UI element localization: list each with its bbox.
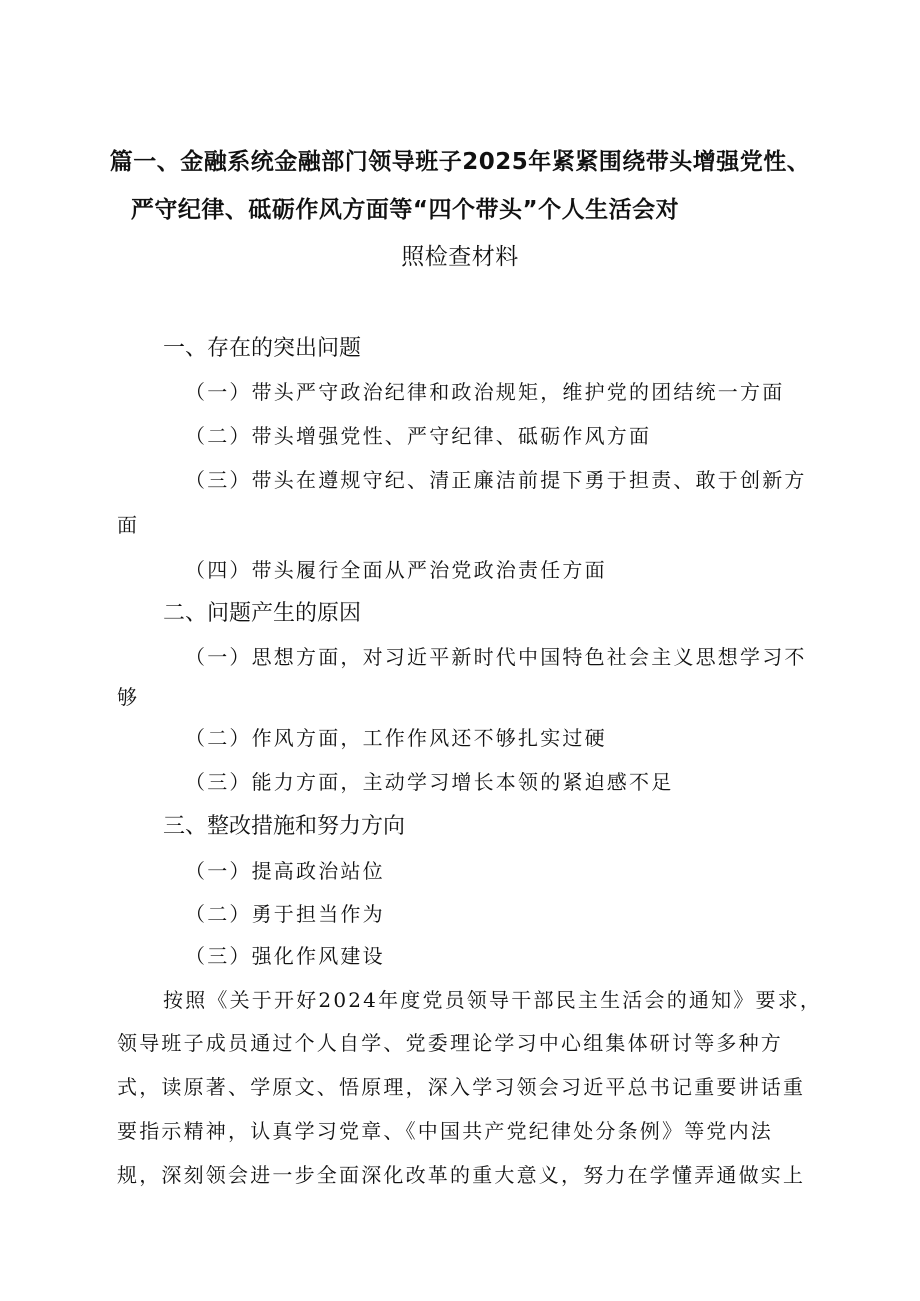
section-1-item-4: （四）带头履行全面从严治党政治责任方面	[185, 558, 607, 582]
body-paragraph-line-4: 要指示精神，认真学习党章、《中国共产党纪律处分条例》等党内法	[117, 1119, 773, 1143]
document-title-line-3: 照检查材料	[401, 244, 519, 270]
section-3-item-3: （三）强化作风建设	[185, 944, 385, 968]
section-3-item-1: （一）提高政治站位	[185, 859, 385, 883]
section-1-item-3: （三）带头在遵规守纪、清正廉洁前提下勇于担责、敢于创新方	[185, 468, 807, 492]
body-paragraph-line-1: 按照《关于开好2024年度党员领导干部民主生活会的通知》要求，	[163, 988, 823, 1012]
document-title-line-2: 严守纪律、砥砺作风方面等“四个带头”个人生活会对	[130, 197, 680, 223]
section-2-item-2: （二）作风方面，工作作风还不够扎实过硬	[185, 726, 607, 750]
section-3-item-2: （二）勇于担当作为	[185, 902, 385, 926]
document-title-line-1: 篇一、金融系统金融部门领导班子2025年紧紧围绕带头增强党性、	[109, 149, 811, 175]
body-paragraph-line-2: 领导班子成员通过个人自学、党委理论学习中心组集体研讨等多种方	[117, 1031, 783, 1055]
section-1-item-3-cont: 面	[117, 513, 140, 537]
section-2-item-3: （三）能力方面，主动学习增长本领的紧迫感不足	[185, 770, 674, 794]
body-paragraph-line-3: 式，读原著、学原文、悟原理，深入学习领会习近平总书记重要讲话重	[117, 1075, 806, 1099]
section-heading-1: 一、存在的突出问题	[163, 336, 362, 361]
section-2-item-1-cont: 够	[117, 685, 140, 709]
section-1-item-2: （二）带头增强党性、严守纪律、砥砺作风方面	[185, 424, 652, 448]
section-1-item-1: （一）带头严守政治纪律和政治规矩，维护党的团结统一方面	[185, 380, 785, 404]
body-paragraph-line-5: 规，深刻领会进一步全面深化改革的重大意义，努力在学懂弄通做实上	[117, 1163, 806, 1187]
section-heading-3: 三、整改措施和努力方向	[163, 814, 406, 839]
section-heading-2: 二、问题产生的原因	[163, 601, 362, 626]
section-2-item-1: （一）思想方面，对习近平新时代中国特色社会主义思想学习不	[185, 645, 807, 669]
